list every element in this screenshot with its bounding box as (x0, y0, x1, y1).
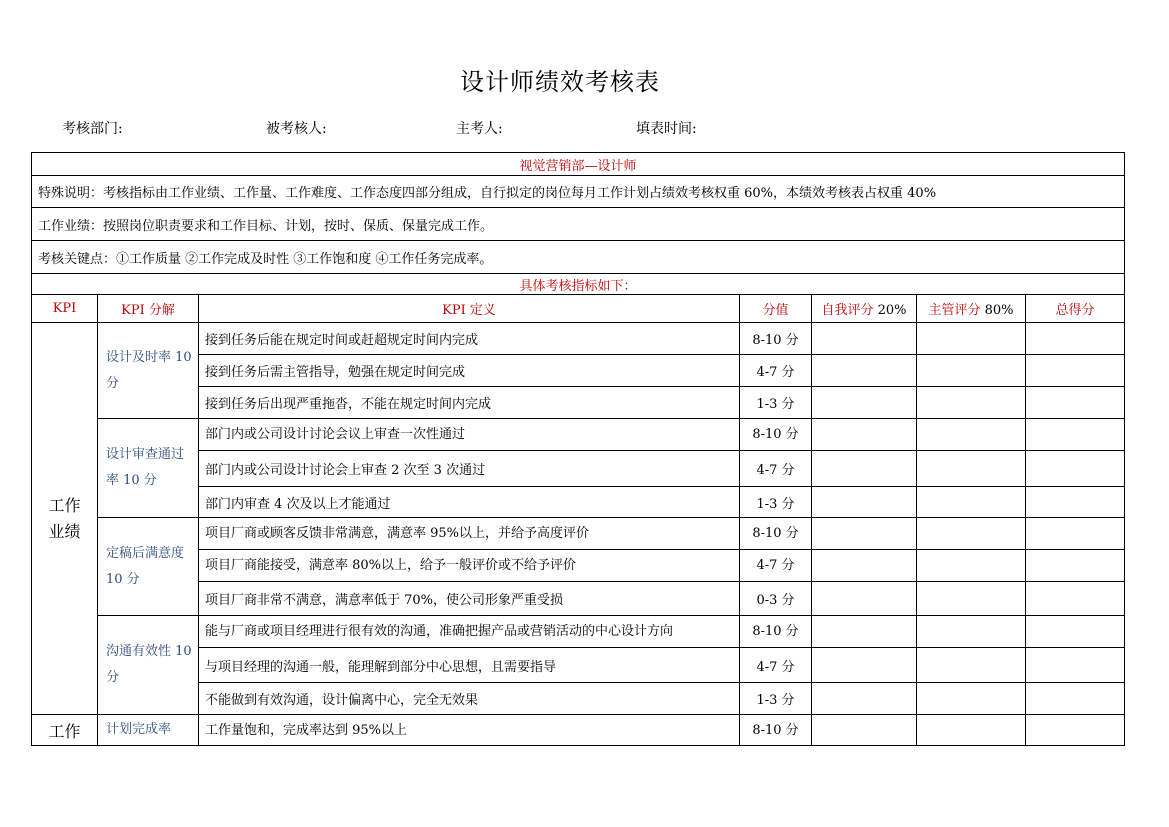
total-cell[interactable] (1026, 419, 1125, 451)
kpi-group-timeliness: 设计及时率 10 分 (98, 323, 199, 419)
total-cell[interactable] (1026, 451, 1125, 487)
total-cell[interactable] (1026, 518, 1125, 550)
special-note: 特殊说明：考核指标由工作业绩、工作量、工作难度、工作态度四部分组成，自行拟定的岗位每月工作计划占绩效考核权重 60%，本绩效考核表占权重 40% (32, 176, 1125, 208)
department-label: 考核部门: (62, 121, 123, 137)
kpi-definition: 部门内审查 4 次及以上才能通过 (199, 487, 740, 518)
section-title: 视觉营销部—设计师 (32, 153, 1125, 176)
self-rating-label: 自我评分 (821, 303, 874, 318)
kpi-definition: 项目厂商或顾客反馈非常满意，满意率 95%以上，并给予高度评价 (199, 518, 740, 550)
manager-rating-cell[interactable] (917, 387, 1026, 419)
kpi-definition: 接到任务后能在规定时间或赶超规定时间内完成 (199, 323, 740, 355)
header-self-rating (812, 295, 917, 323)
page-title: 设计师绩效考核表 (460, 68, 660, 96)
manager-rating-cell[interactable] (917, 616, 1026, 648)
key-points: 考核关键点：①工作质量 ②工作完成及时性 ③工作饱和度 ④工作任务完成率。 (32, 241, 1125, 274)
kpi-definition: 工作量饱和，完成率达到 95%以上 (199, 715, 740, 746)
kpi-score: 4-7 分 (740, 451, 812, 487)
manager-rating-cell[interactable] (917, 648, 1026, 683)
header-kpi: KPI (32, 295, 98, 323)
kpi-definition: 项目厂商能接受，满意率 80%以上，给予一般评价或不给予评价 (199, 550, 740, 582)
page-bottom-margin (0, 748, 1169, 827)
kpi-score: 4-7 分 (740, 648, 812, 683)
self-rating-cell[interactable] (812, 355, 917, 387)
kpi-group-communication: 沟通有效性 10 分 (98, 616, 199, 715)
performance-note: 工作业绩：按照岗位职责要求和工作目标、计划，按时、保质、保量完成工作。 (32, 208, 1125, 241)
header-manager-rating (917, 295, 1026, 323)
self-rating-cell[interactable] (812, 451, 917, 487)
manager-rating-cell[interactable] (917, 683, 1026, 715)
manager-rating-cell[interactable] (917, 323, 1026, 355)
kpi-definition: 能与厂商或项目经理进行很有效的沟通，准确把握产品或营销活动的中心设计方向 (199, 616, 740, 648)
kpi-score: 0-3 分 (740, 582, 812, 616)
self-rating-cell[interactable] (812, 616, 917, 648)
kpi-definition: 接到任务后需主管指导，勉强在规定时间完成 (199, 355, 740, 387)
kpi-definition: 与项目经理的沟通一般，能理解到部分中心思想，且需要指导 (199, 648, 740, 683)
total-cell[interactable] (1026, 487, 1125, 518)
kpi-definition: 项目厂商非常不满意，满意率低于 70%，使公司形象严重受损 (199, 582, 740, 616)
manager-rating-cell[interactable] (917, 715, 1026, 746)
appraiser-label: 主考人: (456, 121, 503, 137)
category-workload: 工作 (32, 715, 98, 746)
kpi-score: 8-10 分 (740, 715, 812, 746)
kpi-definition: 部门内或公司设计讨论会上审查 2 次至 3 次通过 (199, 451, 740, 487)
date-label: 填表时间: (636, 121, 697, 137)
appraisee-label: 被考核人: (266, 121, 327, 137)
header-score: 分值 (740, 295, 812, 323)
kpi-definition: 部门内或公司设计讨论会议上审查一次性通过 (199, 419, 740, 451)
total-cell[interactable] (1026, 683, 1125, 715)
manager-rating-cell[interactable] (917, 419, 1026, 451)
manager-rating-label: 主管评分 (928, 303, 981, 318)
appraisal-table (31, 152, 1125, 746)
total-cell[interactable] (1026, 550, 1125, 582)
kpi-definition: 不能做到有效沟通，设计偏离中心，完全无效果 (199, 683, 740, 715)
total-cell[interactable] (1026, 582, 1125, 616)
total-cell[interactable] (1026, 616, 1125, 648)
total-cell[interactable] (1026, 323, 1125, 355)
manager-rating-cell[interactable] (917, 550, 1026, 582)
self-rating-cell[interactable] (812, 419, 917, 451)
manager-rating-cell[interactable] (917, 518, 1026, 550)
kpi-score: 8-10 分 (740, 323, 812, 355)
manager-rating-cell[interactable] (917, 355, 1026, 387)
self-rating-cell[interactable] (812, 487, 917, 518)
self-rating-cell[interactable] (812, 648, 917, 683)
kpi-score: 4-7 分 (740, 550, 812, 582)
self-rating-cell[interactable] (812, 518, 917, 550)
self-rating-cell[interactable] (812, 387, 917, 419)
indicator-heading: 具体考核指标如下： (32, 274, 1125, 295)
category-label: 工作业绩 (48, 495, 81, 541)
kpi-group-satisfaction: 定稿后满意度 10 分 (98, 518, 199, 616)
kpi-score: 8-10 分 (740, 419, 812, 451)
self-rating-cell[interactable] (812, 683, 917, 715)
kpi-definition: 接到任务后出现严重拖沓，不能在规定时间内完成 (199, 387, 740, 419)
kpi-score: 8-10 分 (740, 616, 812, 648)
manager-rating-cell[interactable] (917, 582, 1026, 616)
header-kpi-definition: KPI 定义 (199, 295, 740, 323)
total-cell[interactable] (1026, 387, 1125, 419)
manager-rating-cell[interactable] (917, 487, 1026, 518)
total-cell[interactable] (1026, 648, 1125, 683)
kpi-group-plan-completion: 计划完成率 (98, 715, 199, 746)
kpi-score: 1-3 分 (740, 683, 812, 715)
manager-rating-weight: 80% (984, 303, 1014, 318)
self-rating-cell[interactable] (812, 715, 917, 746)
self-rating-cell[interactable] (812, 323, 917, 355)
self-rating-cell[interactable] (812, 582, 917, 616)
header-kpi-breakdown: KPI 分解 (98, 295, 199, 323)
category-work-performance (32, 323, 98, 715)
kpi-group-review-pass-rate: 设计审查通过率 10 分 (98, 419, 199, 518)
total-cell[interactable] (1026, 355, 1125, 387)
total-cell[interactable] (1026, 715, 1125, 746)
manager-rating-cell[interactable] (917, 451, 1026, 487)
self-rating-cell[interactable] (812, 550, 917, 582)
header-total: 总得分 (1026, 295, 1125, 323)
kpi-score: 1-3 分 (740, 387, 812, 419)
kpi-score: 8-10 分 (740, 518, 812, 550)
kpi-score: 1-3 分 (740, 487, 812, 518)
kpi-score: 4-7 分 (740, 355, 812, 387)
self-rating-weight: 20% (877, 303, 907, 318)
